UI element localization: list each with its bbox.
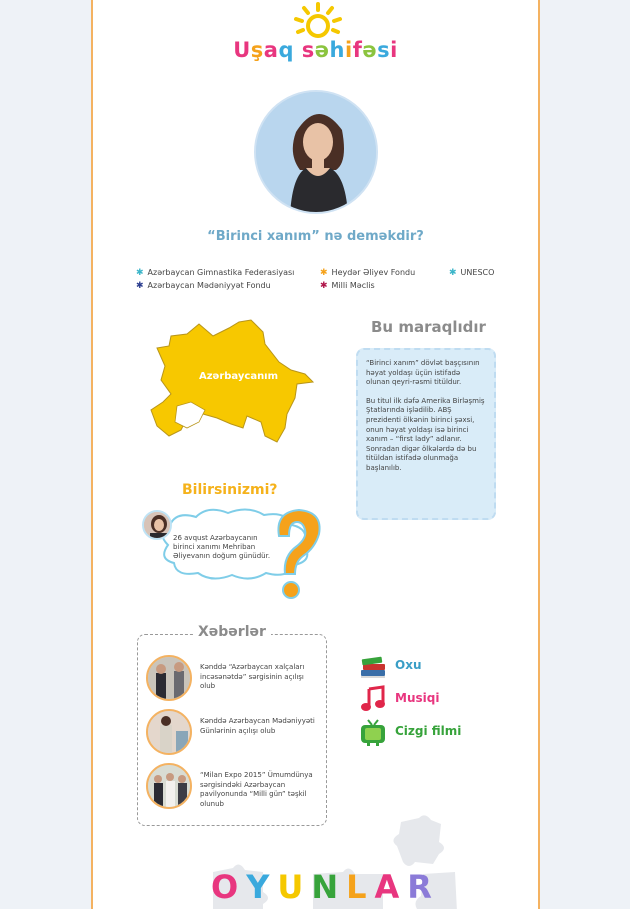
games-title-link[interactable]	[211, 868, 440, 906]
first-lady-question-link[interactable]: “Birinci xanım” nə deməkdir?	[207, 229, 424, 244]
logo-letter: ə	[314, 38, 330, 62]
question-mark-icon	[269, 506, 325, 602]
link-culture-foundation[interactable]: ✱ Azərbaycan Mədəniyyət Fondu	[136, 281, 271, 291]
logo-letter: U	[233, 38, 251, 62]
news-thumbnail[interactable]	[146, 655, 192, 701]
games-letter: L	[346, 868, 375, 906]
menu-musiqi[interactable]	[359, 685, 479, 713]
did-you-know-title: Bilirsinizmi?	[182, 482, 278, 498]
games-letter: N	[311, 868, 347, 906]
logo-letter: s	[377, 38, 391, 62]
logo-letter: i	[345, 38, 353, 62]
news-item-text[interactable]: Kənddə Azərbaycan Mədəniyyəti Günlərinin açılışı olub	[200, 717, 315, 735]
logo-letter: ə	[362, 38, 378, 62]
interesting-paragraph-1: “Birinci xanım” dövlət başçısının həyat yoldaşı üçün istifadə olunan qeyri-rəsmi titüldur.	[366, 359, 480, 387]
organization-links	[136, 268, 516, 296]
games-letter: R	[407, 868, 440, 906]
star-icon: ✱	[320, 281, 328, 291]
first-lady-portrait[interactable]	[254, 90, 378, 214]
news-thumbnail[interactable]	[146, 763, 192, 809]
star-icon: ✱	[136, 281, 144, 291]
menu-label: Oxu	[395, 658, 422, 672]
games-letter: Y	[246, 868, 278, 906]
map-label: Azərbaycanım	[199, 371, 279, 382]
news-title: Xəbərlər	[193, 624, 271, 640]
star-icon: ✱	[449, 268, 457, 278]
menu-label: Musiqi	[395, 691, 440, 705]
news-item[interactable]	[146, 709, 316, 755]
news-item-text[interactable]: “Milan Expo 2015” Ümumdünya sərgisindəki Azərbaycan pavilyonunda “Milli gün” təşkil olunub	[200, 771, 313, 808]
sun-logo-icon	[290, 2, 346, 42]
star-icon: ✱	[136, 268, 144, 278]
page-container	[91, 0, 540, 909]
tv-icon	[359, 718, 387, 746]
logo-letter: f	[352, 38, 363, 62]
games-letter: A	[374, 868, 408, 906]
games-letter: O	[211, 868, 247, 906]
menu-oxu[interactable]	[359, 652, 479, 680]
link-gymnastics-federation[interactable]: ✱ Azərbaycan Gimnastika Federasiyası	[136, 268, 295, 278]
logo-letter: ş	[250, 38, 264, 62]
interesting-title: Bu maraqlıdır	[371, 318, 486, 336]
link-milli-meclis[interactable]: ✱ Milli Məclis	[320, 281, 375, 291]
logo-letter: q	[278, 38, 294, 62]
logo-letter: a	[263, 38, 279, 62]
music-note-icon	[359, 685, 387, 713]
interesting-box	[356, 348, 496, 520]
menu-label: Cizgi filmi	[395, 724, 462, 738]
news-item[interactable]	[146, 763, 316, 809]
link-unesco[interactable]: ✱ UNESCO	[449, 268, 495, 278]
logo-letter: i	[390, 38, 398, 62]
games-letter: U	[277, 868, 312, 906]
did-you-know-text: 26 avqust Azərbaycanın birinci xanımı Mehriban Əliyevanın doğum günüdür.	[173, 534, 271, 560]
site-title-logo[interactable]	[93, 38, 538, 62]
logo-letter: s	[301, 38, 315, 62]
books-icon	[359, 652, 387, 680]
news-item-text[interactable]: Kənddə “Azərbaycan xalçaları incəsənətdə” sərgisinin açılışı olub	[200, 663, 305, 690]
interesting-paragraph-2: Bu titul ilk dəfə Amerika Birləşmiş Ştatlarında işlədilib. ABŞ prezidenti ölkənin birinci şəxsi, onun həyat yoldaşı isə birinci xanım – “first lady” adlanır. Sonradan digər ölkələrdə də bu titüldan istifadə olunmağa başlanılıb.	[366, 396, 485, 472]
small-portrait-avatar	[142, 510, 172, 540]
logo-letter: h	[329, 38, 345, 62]
news-item[interactable]	[146, 655, 316, 701]
menu-cizgi-filmi[interactable]	[359, 718, 479, 746]
news-thumbnail[interactable]	[146, 709, 192, 755]
logo-letter	[294, 38, 302, 62]
link-heydar-aliyev-foundation[interactable]: ✱ Heydər Əliyev Fondu	[320, 268, 416, 278]
star-icon: ✱	[320, 268, 328, 278]
